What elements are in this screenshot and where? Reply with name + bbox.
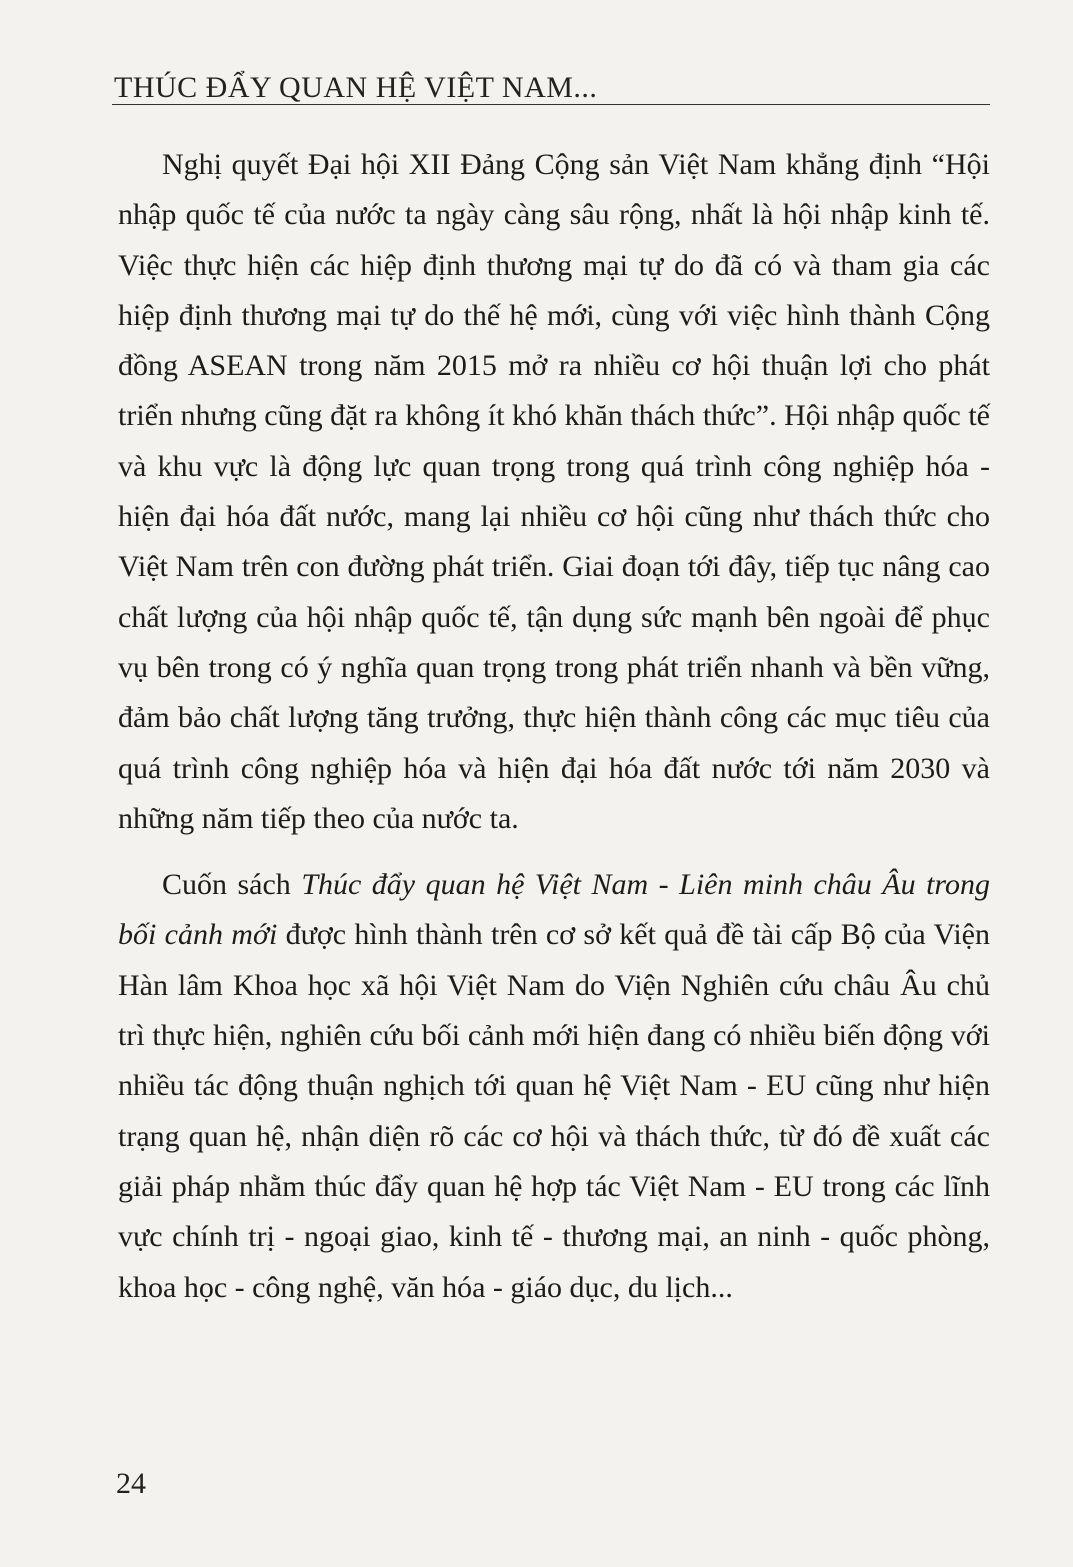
paragraph-1: Nghị quyết Đại hội XII Đảng Cộng sản Việt Nam khẳng định “Hội nhập quốc tế của nước ta ngày càng sâu rộng, nhất là hội nhập kinh tế. Việc thực hiện các hiệp định thương mại tự do đã có và tham gia các hiệp định thương mại tự do thế hệ mới, cùng với việc hình thành Cộng đồng ASEAN trong năm 2015 mở ra nhiều cơ hội thuận lợi cho phát triển nhưng cũng đặt ra không ít khó khăn thách thức”. Hội nhập quốc tế và khu vực là động lực quan trọng trong quá trình công nghiệp hóa - hiện đại hóa đất nước, mang lại nhiều cơ hội cũng như thách thức cho Việt Nam trên con đường phát triển. Giai đoạn tới đây, tiếp tục nâng cao chất lượng của hội nhập quốc tế, tận dụng sức mạnh bên ngoài để phục vụ bên trong có ý nghĩa quan trọng trong phát triển nhanh và bền vững, đảm bảo chất lượng tăng trưởng, thực hiện thành công các mục tiêu của quá trình công nghiệp hóa và hiện đại hóa đất nước tới năm 2030 và những năm tiếp theo của nước ta. (118, 148, 990, 835)
paragraph-2-rest: được hình thành trên cơ sở kết quả đề tài cấp Bộ của Viện Hàn lâm Khoa học xã hội Việt Nam do Viện Nghiên cứu châu Âu chủ trì thực hiện, nghiên cứu bối cảnh mới hiện đang có nhiều biến động với nhiều tác động thuận nghịch tới quan hệ Việt Nam - EU cũng như hiện trạng quan hệ, nhận diện rõ các cơ hội và thách thức, từ đó đề xuất các giải pháp nhằm thúc đẩy quan hệ hợp tác Việt Nam - EU trong các lĩnh vực chính trị - ngoại giao, kinh tế - thương mại, an ninh - quốc phòng, khoa học - công nghệ, văn hóa - giáo dục, du lịch... (118, 918, 990, 1304)
page-number: 24 (116, 1467, 146, 1500)
paragraph-2-lead: Cuốn sách (162, 868, 302, 902)
book-title: Thúc đẩy quan hệ Việt Nam - Liên minh châu Âu trong bối cảnh mới (118, 868, 990, 952)
paragraph-2 (118, 860, 990, 1313)
running-header: THÚC ĐẨY QUAN HỆ VIỆT NAM... (114, 71, 598, 104)
body-text (118, 140, 990, 1313)
header-rule (112, 104, 990, 105)
